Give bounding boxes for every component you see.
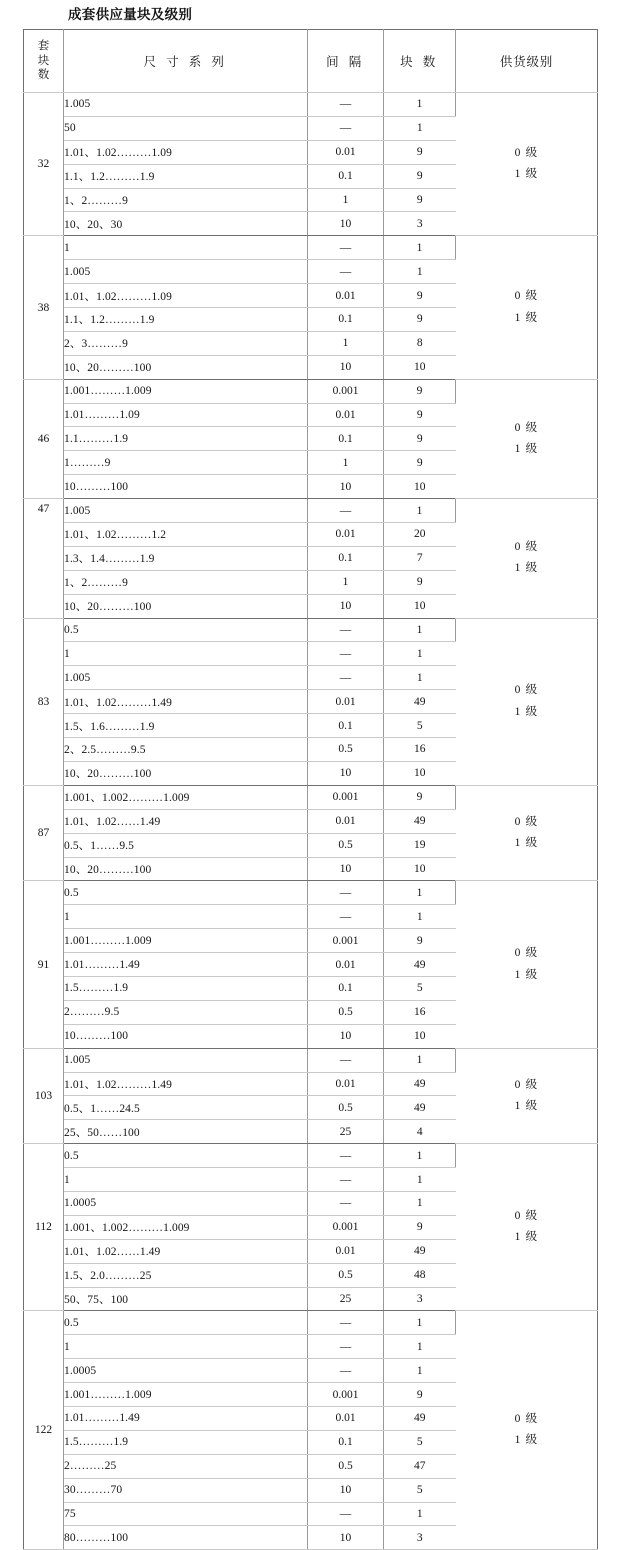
cell-size-series: 10、20………100 (64, 355, 308, 379)
cell-block-count: 49 (384, 1406, 456, 1430)
cell-size-series: 1.3、1.4………1.9 (64, 546, 308, 570)
cell-block-count: 16 (384, 738, 456, 762)
cell-set-count: 46 (24, 379, 64, 498)
cell-interval: 0.5 (308, 738, 384, 762)
grade-level-0: 0 级 (514, 146, 539, 159)
cell-interval: 0.001 (308, 929, 384, 953)
table-row (24, 618, 598, 642)
cell-interval: 0.1 (308, 1430, 384, 1454)
cell-interval: 0.1 (308, 976, 384, 1000)
cell-size-series: 1 (64, 642, 308, 666)
cell-interval: 10 (308, 212, 384, 236)
cell-size-series: 1.005 (64, 499, 308, 523)
cell-size-series: 0.5、1……9.5 (64, 833, 308, 857)
cell-block-count: 5 (384, 1478, 456, 1502)
table-row (24, 499, 598, 523)
cell-supply-grade (456, 618, 598, 785)
table-row (24, 379, 598, 403)
cell-size-series: 1.005 (64, 260, 308, 284)
cell-supply-grade (456, 93, 598, 236)
grade-level-1: 1 级 (514, 1434, 539, 1447)
cell-block-count: 3 (384, 1526, 456, 1550)
table-row (24, 1048, 598, 1072)
cell-interval: 10 (308, 1024, 384, 1048)
cell-size-series: 1.01………1.09 (64, 403, 308, 427)
grade-level-1: 1 级 (514, 705, 539, 718)
cell-size-series: 0.5 (64, 1311, 308, 1335)
cell-supply-grade (456, 881, 598, 1048)
cell-interval: — (308, 1502, 384, 1526)
cell-interval: 0.1 (308, 427, 384, 451)
cell-block-count: 19 (384, 833, 456, 857)
cell-interval: 0.01 (308, 140, 384, 164)
cell-block-count: 9 (384, 403, 456, 427)
cell-interval: — (308, 93, 384, 117)
cell-interval: 0.5 (308, 1000, 384, 1024)
cell-interval: 0.1 (308, 308, 384, 332)
grade-level-1: 1 级 (514, 311, 539, 324)
cell-size-series: 10、20………100 (64, 594, 308, 618)
cell-block-count: 9 (384, 929, 456, 953)
cell-block-count: 20 (384, 523, 456, 547)
cell-size-series: 1.1、1.2………1.9 (64, 308, 308, 332)
cell-size-series: 10、20………100 (64, 857, 308, 881)
cell-interval: — (308, 116, 384, 140)
cell-set-count: 47 (24, 499, 64, 618)
cell-interval: 25 (308, 1287, 384, 1311)
cell-interval: 0.01 (308, 690, 384, 714)
cell-interval: 0.01 (308, 1239, 384, 1263)
cell-block-count: 1 (384, 1359, 456, 1383)
column-header-interval: 间 隔 (308, 30, 384, 93)
cell-block-count: 8 (384, 331, 456, 355)
grade-level-1: 1 级 (514, 442, 539, 455)
cell-interval: — (308, 1311, 384, 1335)
table-body (24, 93, 598, 1550)
cell-block-count: 9 (384, 785, 456, 809)
cell-interval: 0.01 (308, 953, 384, 977)
header-row (24, 30, 598, 93)
cell-block-count: 4 (384, 1120, 456, 1144)
grade-level-0: 0 级 (514, 684, 539, 697)
cell-interval: 10 (308, 857, 384, 881)
grade-level-0: 0 级 (514, 290, 539, 303)
cell-block-count: 1 (384, 1191, 456, 1215)
cell-set-count: 38 (24, 236, 64, 379)
cell-block-count: 9 (384, 164, 456, 188)
cell-block-count: 1 (384, 1144, 456, 1168)
cell-size-series: 50、75、100 (64, 1287, 308, 1311)
cell-block-count: 47 (384, 1454, 456, 1478)
cell-size-series: 2………25 (64, 1454, 308, 1478)
cell-interval: 0.001 (308, 379, 384, 403)
cell-interval: 25 (308, 1120, 384, 1144)
cell-size-series: 1.001………1.009 (64, 1383, 308, 1407)
grade-level-0: 0 级 (514, 947, 539, 960)
cell-interval: — (308, 1048, 384, 1072)
cell-supply-grade (456, 236, 598, 379)
cell-block-count: 1 (384, 93, 456, 117)
cell-supply-grade (456, 1144, 598, 1311)
grade-level-1: 1 级 (514, 562, 539, 575)
cell-size-series: 1、2………9 (64, 188, 308, 212)
grade-level-0: 0 级 (514, 1078, 539, 1091)
cell-block-count: 3 (384, 1287, 456, 1311)
cell-interval: 10 (308, 1478, 384, 1502)
cell-set-count: 32 (24, 93, 64, 236)
cell-interval: 0.01 (308, 1072, 384, 1096)
cell-block-count: 1 (384, 1048, 456, 1072)
cell-supply-grade (456, 499, 598, 618)
cell-size-series: 1.0005 (64, 1191, 308, 1215)
cell-interval: 1 (308, 451, 384, 475)
cell-size-series: 1………9 (64, 451, 308, 475)
grade-level-0: 0 级 (514, 541, 539, 554)
cell-size-series: 1.5、1.6………1.9 (64, 714, 308, 738)
cell-block-count: 1 (384, 905, 456, 929)
cell-block-count: 49 (384, 1072, 456, 1096)
cell-interval: 10 (308, 594, 384, 618)
cell-interval: 0.001 (308, 1215, 384, 1239)
cell-set-count: 103 (24, 1048, 64, 1144)
cell-block-count: 1 (384, 260, 456, 284)
cell-size-series: 10、20………100 (64, 761, 308, 785)
cell-block-count: 1 (384, 1311, 456, 1335)
cell-interval: 10 (308, 475, 384, 499)
grade-level-0: 0 级 (514, 1210, 539, 1223)
cell-block-count: 10 (384, 857, 456, 881)
cell-set-count: 87 (24, 785, 64, 881)
cell-interval: — (308, 642, 384, 666)
cell-block-count: 5 (384, 714, 456, 738)
cell-size-series: 1.1………1.9 (64, 427, 308, 451)
cell-interval: 1 (308, 331, 384, 355)
cell-size-series: 1 (64, 1335, 308, 1359)
cell-interval: 0.01 (308, 523, 384, 547)
cell-interval: — (308, 260, 384, 284)
cell-block-count: 16 (384, 1000, 456, 1024)
cell-interval: 0.01 (308, 809, 384, 833)
cell-size-series: 10………100 (64, 1024, 308, 1048)
cell-size-series: 1.001、1.002………1.009 (64, 785, 308, 809)
cell-block-count: 10 (384, 355, 456, 379)
cell-interval: 0.01 (308, 403, 384, 427)
cell-interval: — (308, 1359, 384, 1383)
cell-interval: — (308, 1168, 384, 1192)
cell-size-series: 1.01、1.02……1.49 (64, 809, 308, 833)
cell-interval: — (308, 1144, 384, 1168)
grade-level-1: 1 级 (514, 1099, 539, 1112)
cell-size-series: 2、2.5………9.5 (64, 738, 308, 762)
cell-size-series: 1.01、1.02………1.09 (64, 284, 308, 308)
cell-block-count: 9 (384, 379, 456, 403)
grade-level-0: 0 级 (514, 1413, 539, 1426)
cell-block-count: 10 (384, 594, 456, 618)
cell-interval: 0.5 (308, 833, 384, 857)
cell-interval: 10 (308, 1526, 384, 1550)
cell-size-series: 1.001………1.009 (64, 929, 308, 953)
cell-size-series: 1.01、1.02……1.49 (64, 1239, 308, 1263)
cell-block-count: 1 (384, 116, 456, 140)
cell-interval: 0.01 (308, 284, 384, 308)
cell-size-series: 1.01………1.49 (64, 1406, 308, 1430)
cell-interval: — (308, 1191, 384, 1215)
cell-set-count: 83 (24, 618, 64, 785)
cell-block-count: 5 (384, 1430, 456, 1454)
cell-size-series: 1 (64, 905, 308, 929)
cell-size-series: 1.0005 (64, 1359, 308, 1383)
cell-interval: 0.1 (308, 714, 384, 738)
cell-block-count: 1 (384, 642, 456, 666)
supply-grade-table (23, 29, 598, 1550)
cell-block-count: 1 (384, 499, 456, 523)
cell-size-series: 1.01、1.02………1.09 (64, 140, 308, 164)
cell-size-series: 1.005 (64, 1048, 308, 1072)
cell-supply-grade (456, 785, 598, 881)
cell-interval: 0.5 (308, 1454, 384, 1478)
cell-interval: — (308, 236, 384, 260)
cell-block-count: 1 (384, 618, 456, 642)
cell-size-series: 0.5 (64, 881, 308, 905)
cell-interval: 0.5 (308, 1263, 384, 1287)
cell-block-count: 9 (384, 1383, 456, 1407)
cell-interval: 0.01 (308, 1406, 384, 1430)
grade-level-0: 0 级 (514, 421, 539, 434)
cell-block-count: 49 (384, 1239, 456, 1263)
page-title: 成套供应量块及级别 (68, 7, 193, 22)
cell-block-count: 1 (384, 1502, 456, 1526)
cell-block-count: 9 (384, 188, 456, 212)
column-header-size-series: 尺 寸 系 列 (64, 30, 308, 93)
column-header-block-count: 块 数 (384, 30, 456, 93)
cell-size-series: 25、50……100 (64, 1120, 308, 1144)
cell-block-count: 9 (384, 1215, 456, 1239)
table-row (24, 93, 598, 117)
cell-size-series: 1.01、1.02………1.2 (64, 523, 308, 547)
cell-size-series: 75 (64, 1502, 308, 1526)
cell-size-series: 1.01、1.02………1.49 (64, 690, 308, 714)
cell-supply-grade (456, 379, 598, 498)
cell-size-series: 30………70 (64, 1478, 308, 1502)
cell-block-count: 10 (384, 1024, 456, 1048)
cell-set-count: 112 (24, 1144, 64, 1311)
cell-block-count: 49 (384, 1096, 456, 1120)
cell-size-series: 1.005 (64, 93, 308, 117)
cell-interval: — (308, 666, 384, 690)
cell-interval: — (308, 499, 384, 523)
cell-interval: 1 (308, 188, 384, 212)
cell-block-count: 10 (384, 475, 456, 499)
cell-size-series: 1、2………9 (64, 570, 308, 594)
cell-size-series: 1 (64, 1168, 308, 1192)
cell-block-count: 7 (384, 546, 456, 570)
cell-supply-grade (456, 1311, 598, 1550)
cell-block-count: 1 (384, 236, 456, 260)
cell-block-count: 1 (384, 881, 456, 905)
cell-interval: 10 (308, 355, 384, 379)
cell-block-count: 1 (384, 1335, 456, 1359)
table-header (24, 30, 598, 93)
cell-size-series: 1.001………1.009 (64, 379, 308, 403)
table-row (24, 785, 598, 809)
cell-interval: — (308, 618, 384, 642)
cell-size-series: 0.5 (64, 1144, 308, 1168)
cell-block-count: 9 (384, 427, 456, 451)
cell-interval: 0.001 (308, 785, 384, 809)
cell-block-count: 49 (384, 809, 456, 833)
cell-size-series: 1 (64, 236, 308, 260)
grade-level-1: 1 级 (514, 968, 539, 981)
cell-size-series: 1.001、1.002………1.009 (64, 1215, 308, 1239)
cell-block-count: 10 (384, 761, 456, 785)
header-set-count-char-1: 套 (37, 39, 50, 52)
cell-set-count: 91 (24, 881, 64, 1048)
cell-size-series: 1.5、2.0………25 (64, 1263, 308, 1287)
cell-size-series: 0.5 (64, 618, 308, 642)
cell-size-series: 1.01………1.49 (64, 953, 308, 977)
cell-size-series: 10、20、30 (64, 212, 308, 236)
cell-size-series: 1.1、1.2………1.9 (64, 164, 308, 188)
cell-interval: 0.1 (308, 546, 384, 570)
cell-size-series: 1.01、1.02………1.49 (64, 1072, 308, 1096)
cell-size-series: 80………100 (64, 1526, 308, 1550)
table-row (24, 1311, 598, 1335)
cell-supply-grade (456, 1048, 598, 1144)
cell-interval: — (308, 881, 384, 905)
table-row (24, 881, 598, 905)
header-set-count-char-2: 块 (37, 54, 50, 67)
cell-interval: — (308, 1335, 384, 1359)
cell-block-count: 9 (384, 308, 456, 332)
cell-block-count: 5 (384, 976, 456, 1000)
cell-size-series: 1.5………1.9 (64, 1430, 308, 1454)
cell-interval: 0.1 (308, 164, 384, 188)
column-header-supply-grade: 供货级别 (456, 30, 598, 93)
cell-block-count: 1 (384, 666, 456, 690)
cell-block-count: 48 (384, 1263, 456, 1287)
cell-interval: 10 (308, 761, 384, 785)
cell-block-count: 49 (384, 690, 456, 714)
cell-interval: 0.001 (308, 1383, 384, 1407)
table-row (24, 1144, 598, 1168)
grade-level-1: 1 级 (514, 1231, 539, 1244)
grade-level-1: 1 级 (514, 168, 539, 181)
cell-block-count: 9 (384, 570, 456, 594)
grade-level-1: 1 级 (514, 837, 539, 850)
cell-size-series: 10………100 (64, 475, 308, 499)
cell-size-series: 1.005 (64, 666, 308, 690)
grade-level-0: 0 级 (514, 815, 539, 828)
cell-block-count: 3 (384, 212, 456, 236)
cell-block-count: 9 (384, 451, 456, 475)
table-container (23, 29, 597, 1550)
cell-block-count: 9 (384, 140, 456, 164)
cell-size-series: 0.5、1……24.5 (64, 1096, 308, 1120)
cell-size-series: 50 (64, 116, 308, 140)
cell-block-count: 1 (384, 1168, 456, 1192)
cell-size-series: 2………9.5 (64, 1000, 308, 1024)
cell-interval: 1 (308, 570, 384, 594)
cell-set-count: 122 (24, 1311, 64, 1550)
cell-block-count: 9 (384, 284, 456, 308)
column-header-set-count (24, 30, 64, 93)
table-row (24, 236, 598, 260)
cell-interval: — (308, 905, 384, 929)
header-set-count-char-3: 数 (37, 69, 50, 82)
cell-size-series: 1.5………1.9 (64, 976, 308, 1000)
cell-size-series: 2、3………9 (64, 331, 308, 355)
cell-block-count: 49 (384, 953, 456, 977)
cell-interval: 0.5 (308, 1096, 384, 1120)
